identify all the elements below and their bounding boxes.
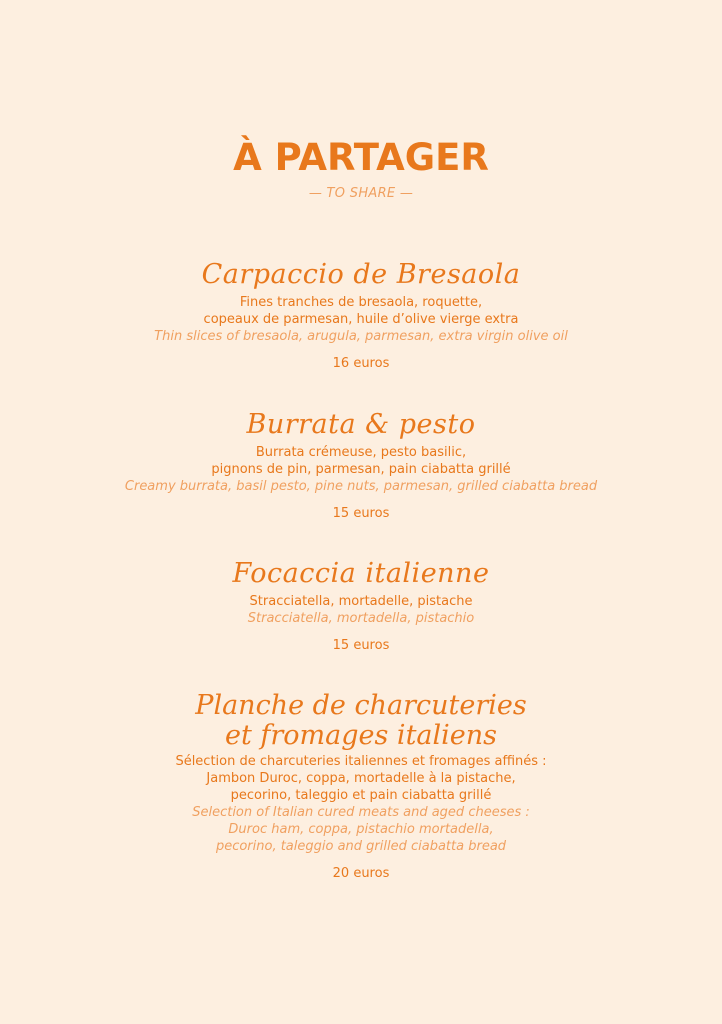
item-description-fr: Stracciatella, mortadelle, pistache [249,594,473,609]
item-name: et fromages italiens [224,720,498,751]
item-description-en: Duroc ham, coppa, pistachio mortadella, [228,822,494,837]
item-description-en: Stracciatella, mortadella, pistachio [247,611,475,626]
item-price: 20 euros [332,866,390,881]
item-name: Carpaccio de Bresaola [201,259,521,290]
item-description-en: Thin slices of bresaola, arugula, parmesan, extra virgin olive oil [154,329,568,344]
menu-item-carpaccio [0,260,722,372]
item-description-fr: Jambon Duroc, coppa, mortadelle à la pistache, [206,771,516,786]
page-title: À PARTAGER [233,136,489,179]
item-description-fr: Sélection de charcuteries italiennes et fromages affinés : [175,754,547,769]
item-description-en: Creamy burrata, basil pesto, pine nuts, parmesan, grilled ciabatta bread [124,479,598,494]
item-name: Burrata & pesto [246,409,476,440]
item-price: 15 euros [332,638,390,653]
page-subtitle: — TO SHARE — [308,186,414,201]
item-description-en: pecorino, taleggio and grilled ciabatta bread [215,839,507,854]
item-name: Focaccia italienne [232,558,490,589]
item-name: Planche de charcuteries [195,690,527,721]
item-description-fr: copeaux de parmesan, huile d’olive vierge extra [203,312,519,327]
menu-item-focaccia [0,559,722,654]
menu-item-burrata [0,410,722,522]
item-price: 16 euros [332,356,390,371]
item-description-fr: Burrata crémeuse, pesto basilic, [255,445,467,460]
item-description-fr: pignons de pin, parmesan, pain ciabatta grillé [211,462,511,477]
item-price: 15 euros [332,506,390,521]
item-description-fr: Fines tranches de bresaola, roquette, [239,295,483,310]
item-description-fr: pecorino, taleggio et pain ciabatta grillé [230,788,492,803]
menu-item-planche [0,691,722,882]
item-description-en: Selection of Italian cured meats and aged cheeses : [192,805,530,820]
